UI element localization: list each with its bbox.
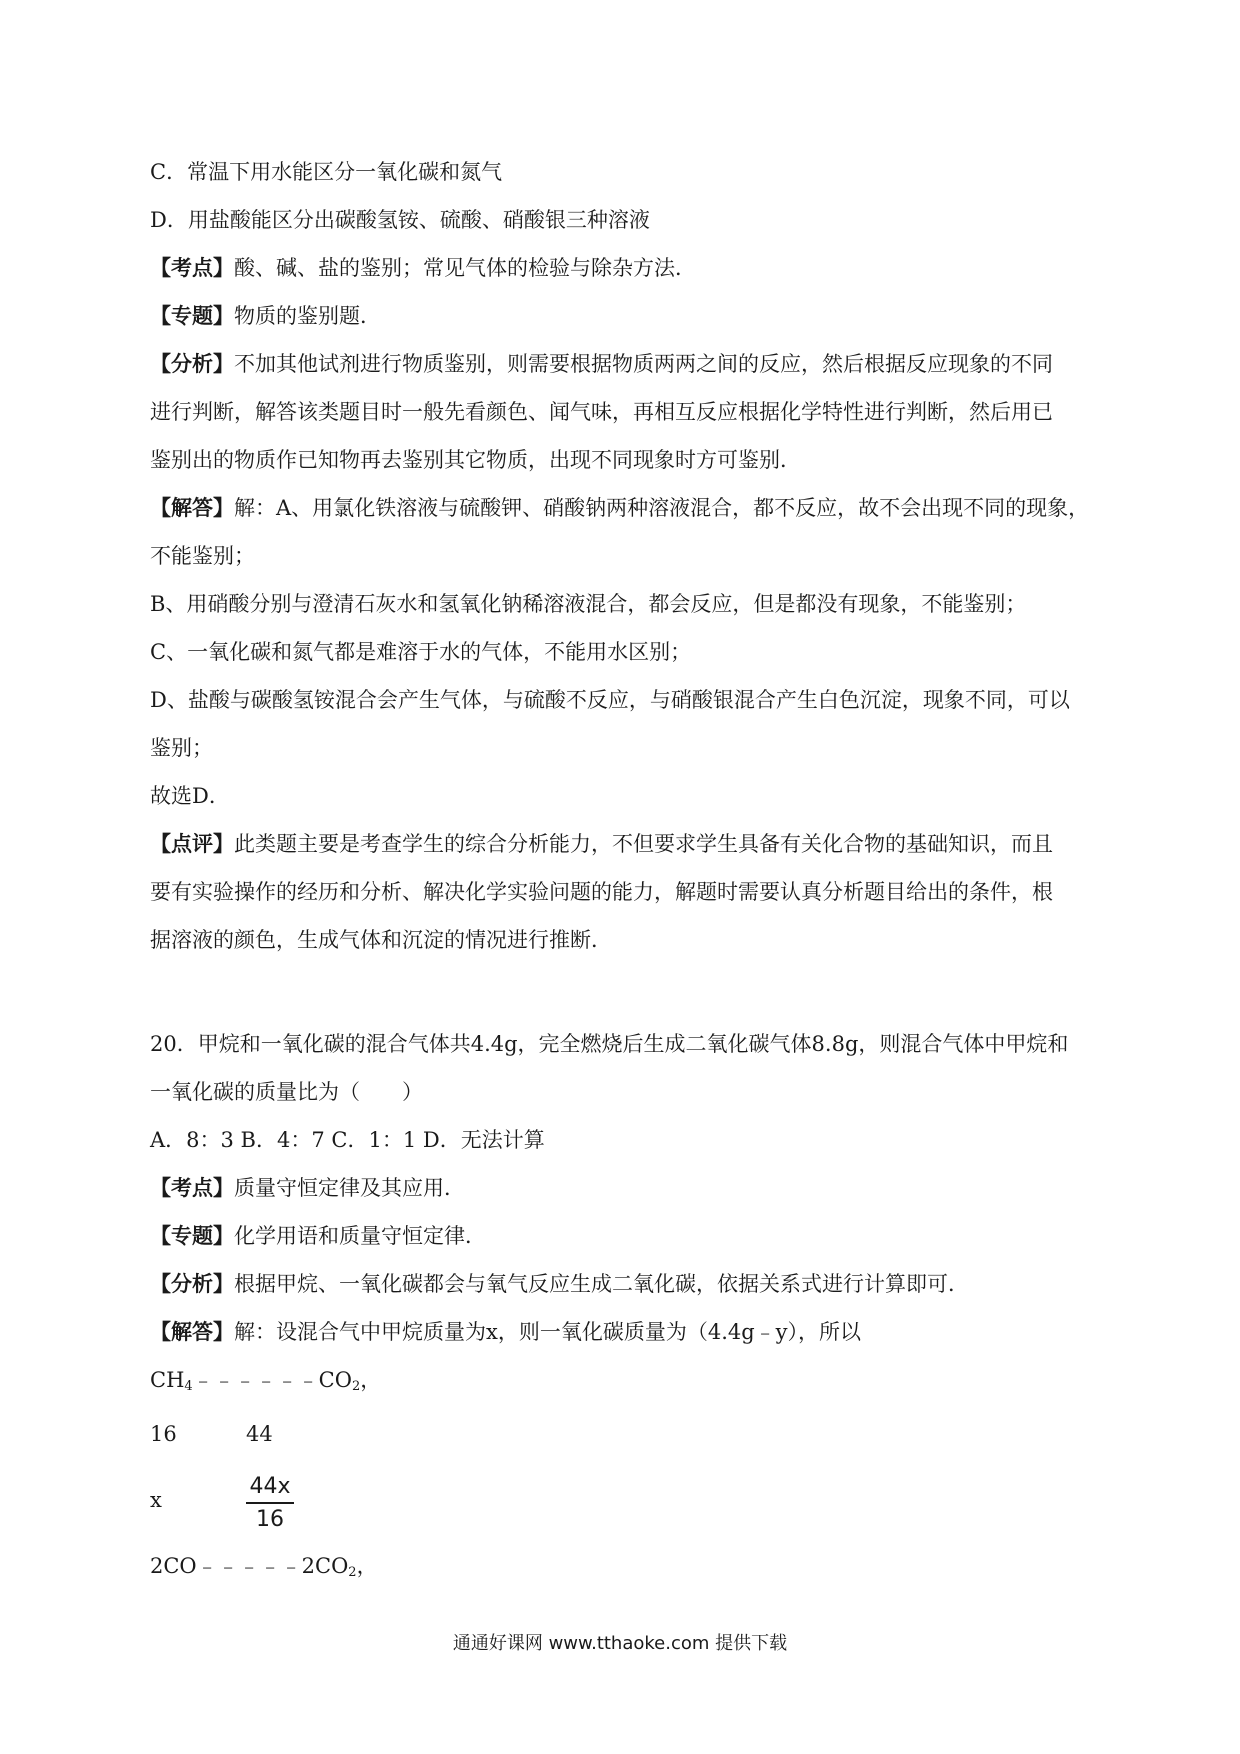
q20-stem-line-2: 一氧化碳的质量比为（ ） xyxy=(150,1080,423,1104)
equation-co-co2: $2CO﹣﹣﹣﹣﹣2CO_2$， xyxy=(150,1554,378,1580)
dianping-tag: 【点评】 xyxy=(150,831,234,856)
jieda-tag: 【解答】 xyxy=(150,495,234,520)
jieda-tag: 【解答】 xyxy=(150,1319,234,1344)
q19-dianping-line-2: 要有实验操作的经历和分析、解决化学实验问题的能力，解题时需要认真分析题目给出的条件，根 xyxy=(150,880,1053,904)
dianping-text: 此类题主要是考查学生的综合分析能力，不但要求学生具备有关化合物的基础知识，而且 xyxy=(234,832,1053,856)
q19-jieda-line-2: 不能鉴别； xyxy=(150,544,255,568)
q19-jieda-line-7: 故选D． xyxy=(150,784,230,808)
q19-fenxi-line-1 xyxy=(150,350,1053,378)
q19-dianping-line-1 xyxy=(150,830,1053,858)
kaodian-tag: 【考点】 xyxy=(150,1175,234,1200)
q19-fenxi-line-2: 进行判断，解答该类题目时一般先看颜色、闻气味，再相互反应根据化学特性进行判断，然后用已 xyxy=(150,400,1053,424)
fenxi-tag: 【分析】 xyxy=(150,351,234,376)
option-c-text: C．常温下用水能区分一氧化碳和氮气 xyxy=(150,160,503,184)
fenxi-text: 不加其他试剂进行物质鉴别，则需要根据物质两两之间的反应，然后根据反应现象的不同 xyxy=(234,352,1053,376)
q19-jieda-line-6: 鉴别； xyxy=(150,736,213,760)
fraction-numerator: 44x xyxy=(249,1474,291,1499)
zhuanti-text: 化学用语和质量守恒定律． xyxy=(234,1224,486,1248)
mass-right-44: 44 xyxy=(246,1422,273,1446)
q19-jieda-line-1 xyxy=(150,494,1089,522)
q20-jieda xyxy=(150,1318,861,1346)
q19-jieda-line-5: D、盐酸与碳酸氢铵混合会产生气体，与硫酸不反应，与硝酸银混合产生白色沉淀，现象不同，可以 xyxy=(150,688,1070,712)
fenxi-tag: 【分析】 xyxy=(150,1271,234,1296)
kaodian-text: 质量守恒定律及其应用． xyxy=(234,1176,465,1200)
q19-jieda-line-3: B、用硝酸分别与澄清石灰水和氢氧化钠稀溶液混合，都会反应，但是都没有现象，不能鉴别； xyxy=(150,592,1027,616)
kaodian-tag: 【考点】 xyxy=(150,255,234,280)
kaodian-text: 酸、碱、盐的鉴别；常见气体的检验与除杂方法． xyxy=(234,256,696,280)
fenxi-text: 根据甲烷、一氧化碳都会与氧气反应生成二氧化碳，依据关系式进行计算即可． xyxy=(234,1272,969,1296)
variable-x: x xyxy=(150,1488,162,1512)
zhuanti-tag: 【专题】 xyxy=(150,1223,234,1248)
q19-dianping-line-3: 据溶液的颜色，生成气体和沉淀的情况进行推断． xyxy=(150,928,612,952)
zhuanti-tag: 【专题】 xyxy=(150,303,234,328)
mass-left-16: 16 xyxy=(150,1422,177,1446)
jieda-text: 解：设混合气中甲烷质量为x，则一氧化碳质量为（4.4g﹣y），所以 xyxy=(234,1320,862,1344)
q20-zhuanti xyxy=(150,1222,486,1250)
fraction-denominator: 16 xyxy=(256,1507,284,1532)
q20-kaodian xyxy=(150,1174,465,1202)
page-footer: 通通好课网 www.tthaoke.com 提供下载 xyxy=(452,1633,788,1654)
q19-jieda-line-4: C、一氧化碳和氮气都是难溶于水的气体，不能用水区别； xyxy=(150,640,692,664)
zhuanti-text: 物质的鉴别题． xyxy=(234,304,381,328)
q20-stem-line-1: 20．甲烷和一氧化碳的混合气体共4.4g，完全燃烧后生成二氧化碳气体8.8g，则混合气体中甲烷和 xyxy=(150,1032,1069,1056)
q20-options: A．8：3 B．4：7 C．1：1 D．无法计算 xyxy=(150,1128,545,1152)
q19-fenxi-line-3: 鉴别出的物质作已知物再去鉴别其它物质，出现不同现象时方可鉴别． xyxy=(150,448,801,472)
option-d-text: D．用盐酸能区分出碳酸氢铵、硫酸、硝酸银三种溶液 xyxy=(150,208,650,232)
equation-ch4-co2: $CH_4﹣﹣﹣﹣﹣﹣CO_2$， xyxy=(150,1368,382,1394)
q19-zhuanti xyxy=(150,302,381,330)
q20-fenxi xyxy=(150,1270,969,1298)
q19-kaodian xyxy=(150,254,696,282)
fraction-44x-over-16 xyxy=(246,1474,294,1533)
jieda-text: 解：A、用氯化铁溶液与硫酸钾、硝酸钠两种溶液混合，都不反应，故不会出现不同的现象， xyxy=(234,496,1090,520)
